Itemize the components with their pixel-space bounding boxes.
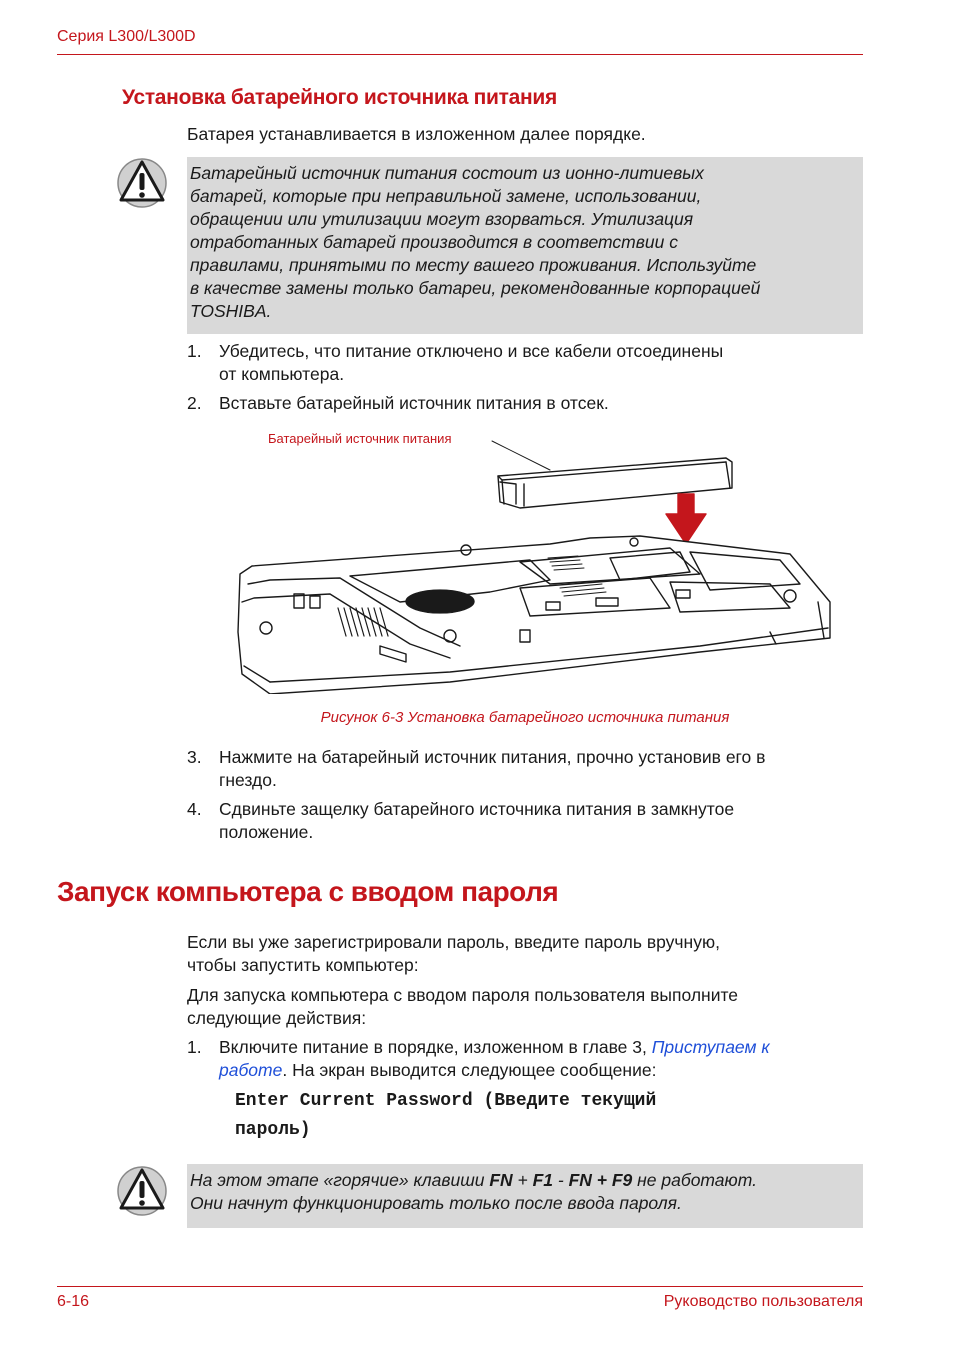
warning-text: - xyxy=(553,1170,569,1190)
chapter-link-getting-started[interactable]: работе xyxy=(219,1060,283,1080)
footer-rule xyxy=(57,1286,863,1287)
list-line: Сдвиньте защелку батарейного источника питания в замкнутое xyxy=(219,799,735,819)
screen-message-line: пароль) xyxy=(235,1120,311,1140)
warning-line xyxy=(190,1169,859,1192)
warning-line: обращении или утилизации могут взорваться. Утилизация xyxy=(190,209,694,229)
password-paragraph-1 xyxy=(187,931,863,977)
list-number: 1. xyxy=(187,1037,202,1057)
list-number: 1. xyxy=(187,341,202,361)
list-number: 2. xyxy=(187,393,202,413)
list-text xyxy=(219,1036,863,1082)
paragraph-line: следующие действия: xyxy=(187,1008,367,1028)
list-line: Вставьте батарейный источник питания в отсек. xyxy=(219,393,609,413)
battery-warning-note xyxy=(187,157,863,334)
intro-paragraph: Батарея устанавливается в изложенном далее порядке. xyxy=(187,124,646,144)
list-item xyxy=(187,392,863,415)
warning-icon xyxy=(116,156,168,210)
warning-line: Они начнут функционировать только после ввода пароля. xyxy=(190,1193,682,1213)
list-text xyxy=(219,340,863,386)
list-line: положение. xyxy=(219,822,314,842)
section-heading-battery: Установка батарейного источника питания xyxy=(122,86,557,109)
warning-icon xyxy=(116,1164,168,1218)
list-item xyxy=(187,798,863,844)
paragraph-line: Для запуска компьютера с вводом пароля пользователя выполните xyxy=(187,985,739,1005)
password-paragraph-2 xyxy=(187,984,863,1030)
list-line: от компьютера. xyxy=(219,364,345,384)
page-number: 6-16 xyxy=(57,1293,90,1310)
list-text xyxy=(219,798,863,844)
hotkey-warning-note xyxy=(187,1164,863,1228)
paragraph-line: Если вы уже зарегистрировали пароль, введите пароль вручную, xyxy=(187,932,720,952)
warning-line: правилами, принятыми по месту вашего проживания. Используйте xyxy=(190,255,757,275)
warning-line: батарей, которые при неправильной замене, использовании, xyxy=(190,186,702,206)
key-name: FN + F9 xyxy=(568,1170,633,1190)
list-line: Включите питание в порядке, изложенном в главе 3, xyxy=(219,1037,652,1057)
list-item xyxy=(187,340,863,386)
warning-line: TOSHIBA. xyxy=(190,301,272,321)
warning-line: в качестве замены только батареи, рекомендованные корпорацией xyxy=(190,278,761,298)
list-item xyxy=(187,1036,863,1082)
list-number: 3. xyxy=(187,747,202,767)
list-line: гнездо. xyxy=(219,770,277,790)
figure-caption: Рисунок 6-3 Установка батарейного источника питания xyxy=(320,709,730,726)
key-name: F1 xyxy=(532,1170,554,1190)
warning-text: + xyxy=(512,1170,533,1190)
section-heading-password: Запуск компьютера с вводом пароля xyxy=(57,876,559,907)
warning-line: отработанных батарей производится в соответствии с xyxy=(190,232,678,252)
list-text xyxy=(219,746,863,792)
battery-installation-illustration xyxy=(230,432,840,694)
warning-text: не работают. xyxy=(632,1170,757,1190)
list-line: Убедитесь, что питание отключено и все кабели отсоединены xyxy=(219,341,724,361)
screen-message xyxy=(235,1087,855,1145)
warning-text: На этом этапе «горячие» клавиши xyxy=(190,1170,490,1190)
list-line: Нажмите на батарейный источник питания, прочно установив его в xyxy=(219,747,766,767)
running-header: Серия L300/L300D xyxy=(57,28,196,45)
list-item xyxy=(187,746,863,792)
warning-line: Батарейный источник питания состоит из ионно-литиевых xyxy=(190,163,704,183)
key-name: FN xyxy=(489,1170,513,1190)
footer-title: Руководство пользователя xyxy=(663,1293,863,1310)
screen-message-line: Enter Current Password (Введите текущий xyxy=(235,1091,657,1111)
chapter-link-getting-started[interactable]: Приступаем к xyxy=(651,1037,770,1057)
figure-callout-label: Батарейный источник питания xyxy=(268,431,452,446)
list-text xyxy=(219,392,863,415)
header-rule xyxy=(57,54,863,55)
list-number: 4. xyxy=(187,799,202,819)
paragraph-line: чтобы запустить компьютер: xyxy=(187,955,419,975)
list-line: . На экран выводится следующее сообщение: xyxy=(282,1060,657,1080)
